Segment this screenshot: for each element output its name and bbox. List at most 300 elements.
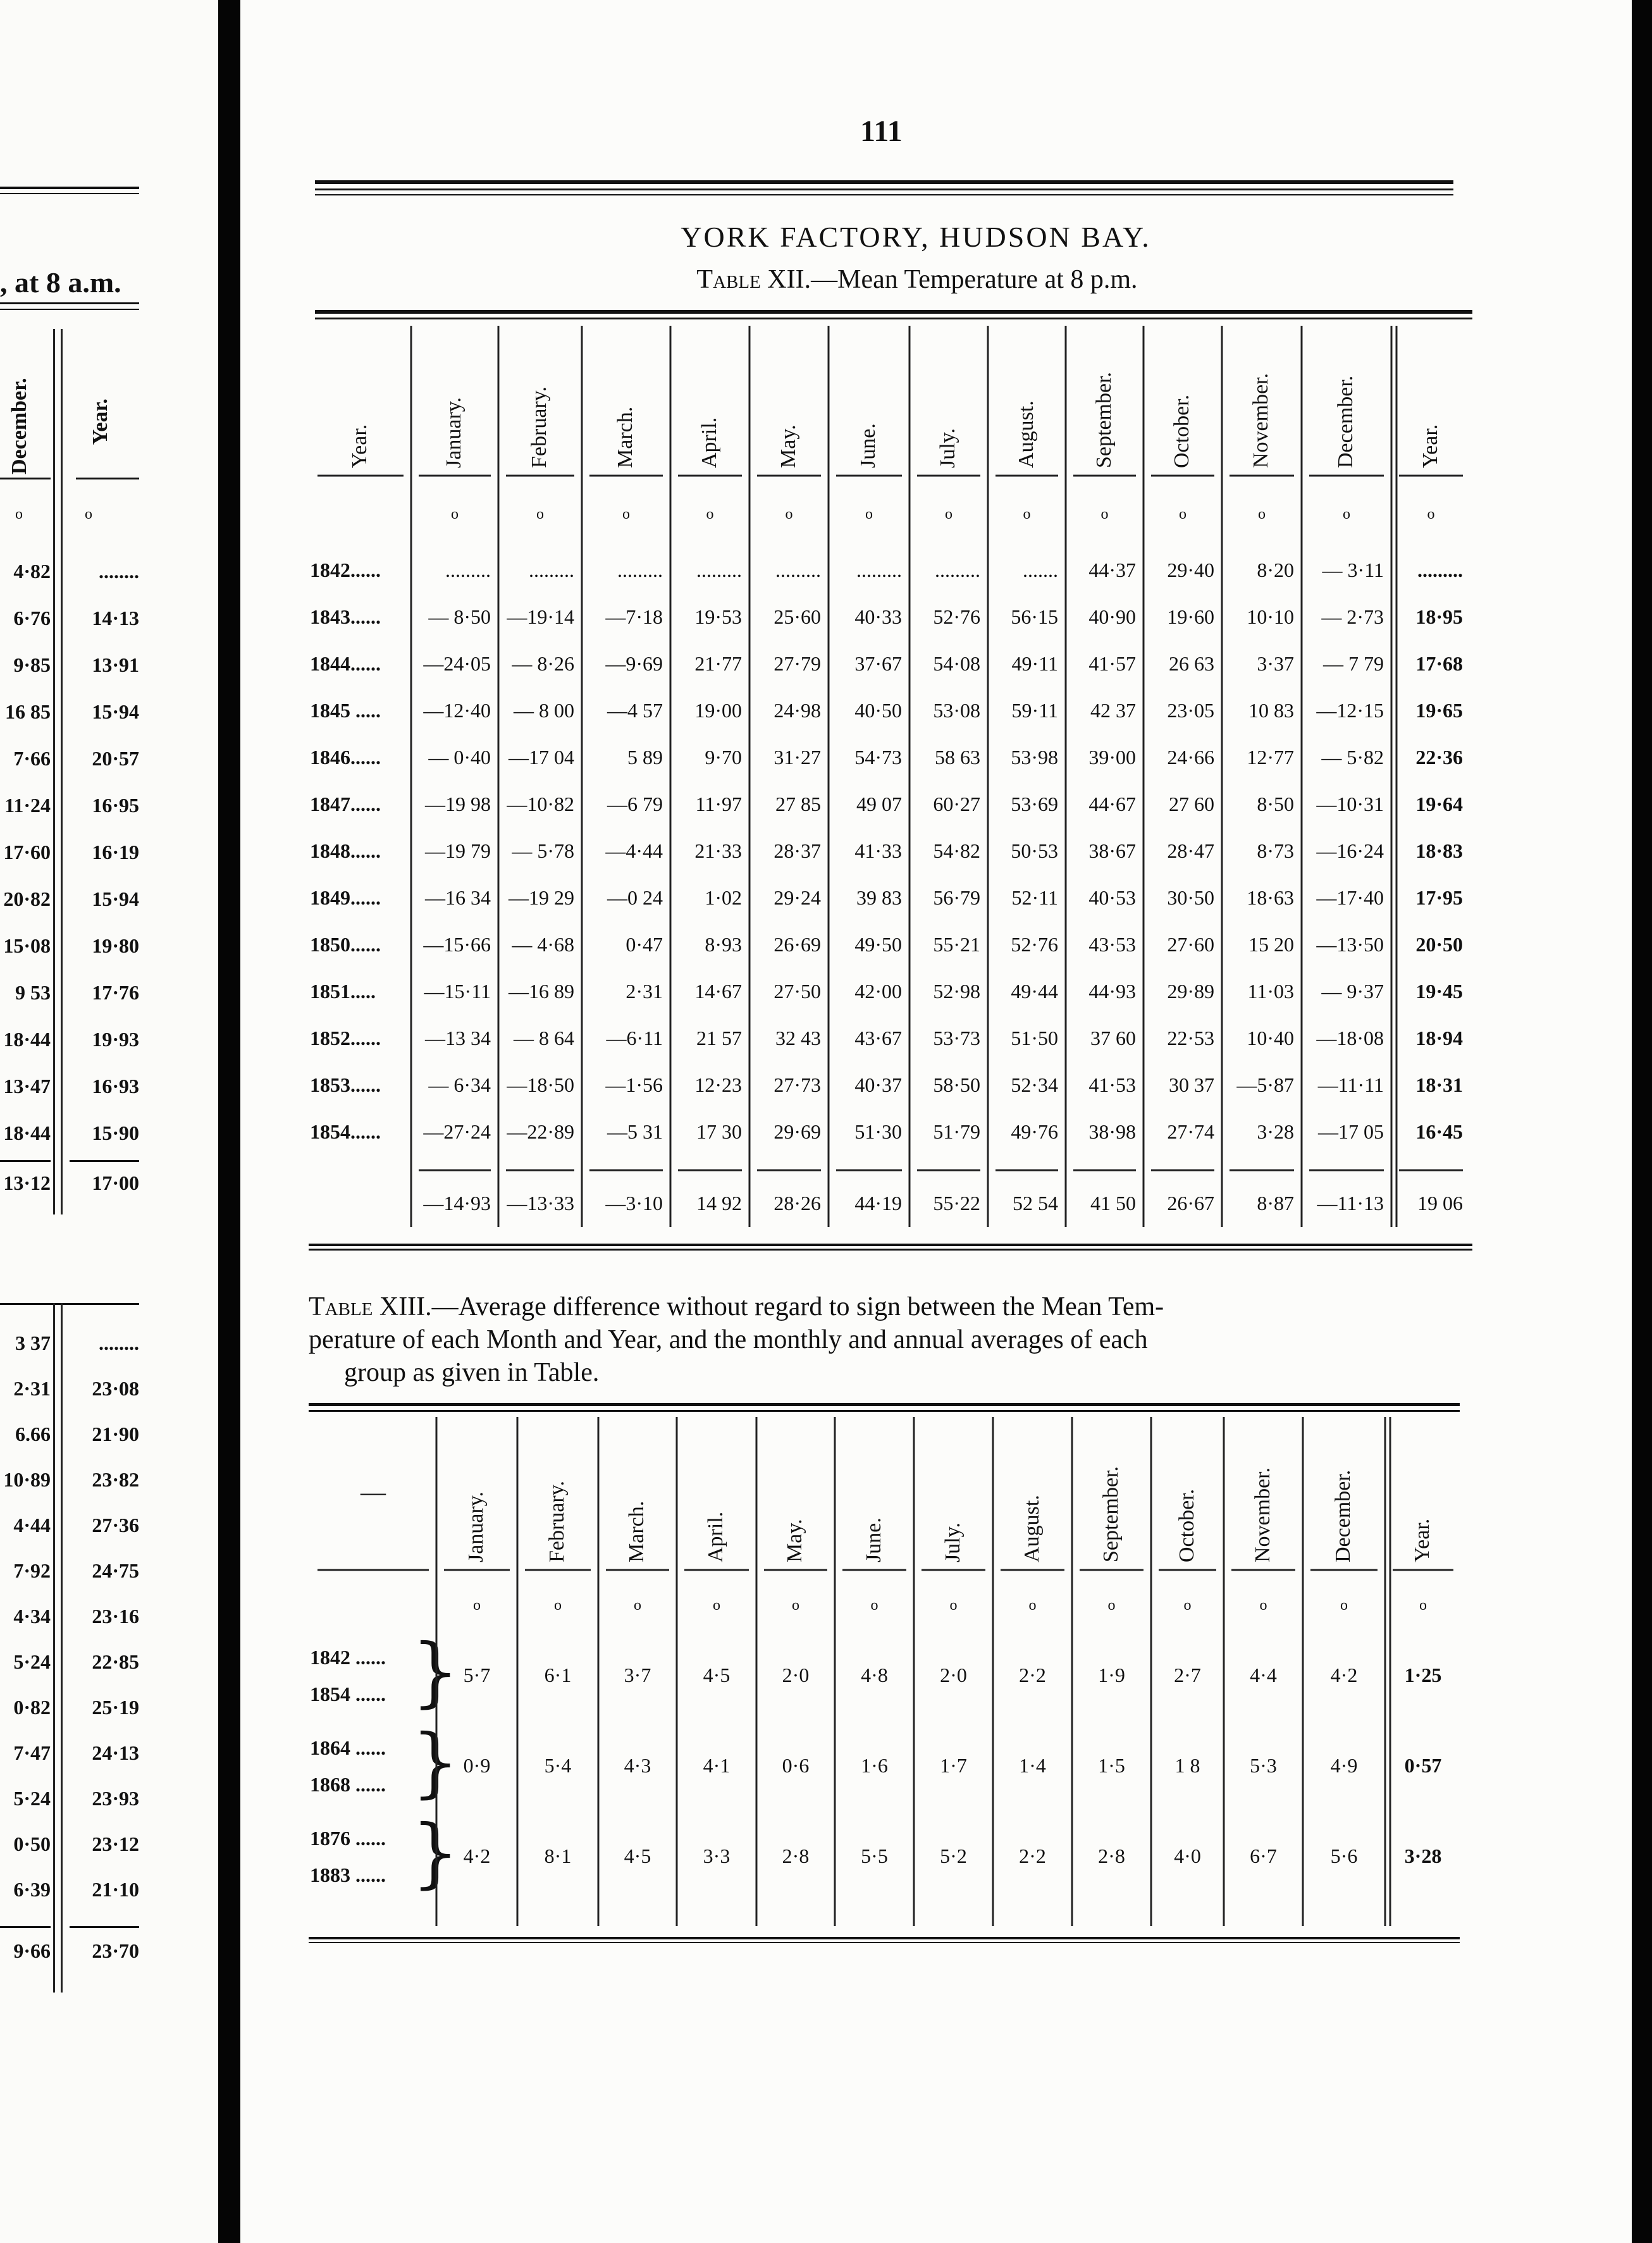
left-cell-year: 23·12 — [92, 1832, 139, 1855]
table13-from-year: 1876 ...... — [310, 1827, 386, 1850]
left-cell-december: 7·66 — [13, 747, 51, 770]
degree-mark: o — [1028, 1597, 1037, 1614]
table12-cell: 49 07 — [856, 793, 902, 815]
table13-cell: 6·1 — [544, 1664, 572, 1686]
table13-cell: 5·7 — [463, 1664, 491, 1686]
table12-cell: — 8·50 — [428, 605, 491, 628]
table13-cell: 0·9 — [463, 1754, 491, 1777]
table12-cell: 19·45 — [1415, 980, 1463, 1003]
table12-col-head: January. — [442, 397, 465, 468]
table12-cell: — 6·34 — [428, 1073, 491, 1096]
table12-cell: ....... — [1023, 559, 1058, 581]
table12-cell: —15·11 — [424, 980, 491, 1003]
table12-col-head: June. — [856, 423, 880, 468]
table12-cell: —18·08 — [1316, 1027, 1384, 1049]
left-cell-december: 6·39 — [13, 1878, 51, 1901]
left-cell-year: 19·80 — [92, 934, 139, 957]
table12-cell: 21·33 — [694, 839, 742, 862]
left-cell-year: 24·75 — [92, 1559, 139, 1582]
table12-cell: 39·00 — [1088, 746, 1136, 769]
table12-year-label: 1850...... — [310, 933, 381, 956]
table12-cell: 51·79 — [933, 1120, 980, 1143]
table12-year-label: 1851..... — [310, 980, 376, 1003]
table12-col-head: November. — [1249, 373, 1273, 468]
table13-cell: 1·5 — [1098, 1754, 1125, 1777]
table12-col-head: Year. — [348, 424, 371, 468]
table12-cell: —22·89 — [507, 1120, 574, 1143]
table12-cell: 18·95 — [1415, 605, 1463, 628]
table13-cell: 5·6 — [1330, 1844, 1358, 1867]
table12-cell: 40·37 — [854, 1073, 902, 1096]
table12-cell: —17 04 — [509, 746, 574, 769]
table12-cell: 1·02 — [705, 886, 742, 909]
table13-cell: 4·5 — [703, 1664, 730, 1686]
degree-mark: o — [1023, 506, 1031, 522]
table12-cell: —24·05 — [423, 652, 491, 675]
table12-cell: —18·50 — [507, 1073, 574, 1096]
table12-cell: 22·36 — [1415, 746, 1463, 769]
table12-cell: 27 60 — [1169, 793, 1214, 815]
table12-cell: ......... — [1417, 559, 1463, 581]
left-cell-year: 22·85 — [92, 1650, 139, 1673]
page-number: 111 — [860, 114, 903, 148]
table13-cell: 3·7 — [624, 1664, 651, 1686]
table12-cell: —11·11 — [1317, 1073, 1384, 1096]
left-cell-december: 2·31 — [13, 1377, 51, 1400]
table12-year-label: 1849...... — [310, 886, 381, 909]
table12-cell: —9·69 — [605, 652, 663, 675]
left-cell-december: 7·47 — [13, 1741, 51, 1764]
table13-cell: 1·25 — [1404, 1664, 1442, 1686]
left-cell-year: 21·10 — [92, 1878, 139, 1901]
table13-cell: 2·0 — [782, 1664, 810, 1686]
table12-cell: 27·74 — [1167, 1120, 1214, 1143]
table12-cell: 40·33 — [854, 605, 902, 628]
table12-cell: 52·76 — [933, 605, 980, 628]
left-total2-december: 9·66 — [13, 1939, 51, 1962]
table13-cell: 1·7 — [940, 1754, 967, 1777]
table13-cell: 4·2 — [1330, 1664, 1358, 1686]
left-col-head-december: December. — [8, 378, 31, 474]
table12-col-head: May. — [776, 424, 800, 468]
table13-col-head: December. — [1331, 1469, 1355, 1562]
left-cell-year: 21·90 — [92, 1423, 139, 1445]
table12-cell: — 3·11 — [1322, 559, 1384, 581]
table12-cell: 49·44 — [1011, 980, 1058, 1003]
table12-cell: ......... — [856, 559, 902, 581]
table12-cell: 30 37 — [1169, 1073, 1214, 1096]
table12-cell: 56·79 — [933, 886, 980, 909]
degree-mark: o — [1100, 506, 1109, 522]
table12-mean-cell: —3·10 — [605, 1192, 663, 1214]
table12-cell: 27·60 — [1167, 933, 1214, 956]
table12-year-label: 1848...... — [310, 839, 381, 862]
left-cell-december: 11·24 — [4, 794, 51, 817]
table12-cell: 40·50 — [854, 699, 902, 722]
table12-cell: 3·37 — [1257, 652, 1294, 675]
table12-year-label: 1847...... — [310, 793, 381, 815]
table12-col-head: July. — [936, 428, 959, 468]
table12-cell: 44·93 — [1088, 980, 1136, 1003]
degree-mark: o — [1343, 506, 1350, 522]
table13-cell: 8·1 — [544, 1844, 572, 1867]
left-cell-year: 13·91 — [92, 653, 139, 676]
table12-cell: ......... — [617, 559, 663, 581]
table12-cell: 18·83 — [1415, 839, 1463, 862]
table12-cell: 28·47 — [1167, 839, 1214, 862]
left-cell-year: 23·93 — [92, 1787, 139, 1810]
table12-cell: 17·68 — [1415, 652, 1463, 675]
table12-cell: 17·95 — [1415, 886, 1463, 909]
table12-caption-label: Table XII. — [696, 265, 811, 294]
table12-cell: — 2·73 — [1321, 605, 1384, 628]
table12-cell: 29·69 — [774, 1120, 821, 1143]
table12-cell: 41·57 — [1088, 652, 1136, 675]
table12-cell: 53·69 — [1011, 793, 1058, 815]
table12-cell: 18·94 — [1415, 1027, 1463, 1049]
table13-cell: 3·28 — [1404, 1844, 1442, 1867]
table12-year-label: 1852...... — [310, 1027, 381, 1049]
table12-cell: 42·00 — [854, 980, 902, 1003]
table12-cell: 38·98 — [1088, 1120, 1136, 1143]
table12-year-label: 1844...... — [310, 652, 381, 675]
table12-cell: —27·24 — [423, 1120, 491, 1143]
table12-cell: 41·33 — [854, 839, 902, 862]
table12-cell: 37·67 — [854, 652, 902, 675]
table12-cell: —15·66 — [423, 933, 491, 956]
left-cell-december: 4·82 — [13, 560, 51, 583]
left-cell-december: 10·89 — [3, 1468, 51, 1491]
table12-cell: — 8 64 — [514, 1027, 574, 1049]
table12-cell: 18·31 — [1415, 1073, 1463, 1096]
left-cell-december: 9·85 — [13, 653, 51, 676]
table12-cell: —10·82 — [507, 793, 574, 815]
left-cell-december: 9 53 — [15, 981, 51, 1004]
table12-cell: —7·18 — [605, 605, 663, 628]
table13-to-year: 1883 ...... — [310, 1863, 386, 1886]
degree-mark: o — [1179, 506, 1187, 522]
table12-cell: 23·05 — [1167, 699, 1214, 722]
left-cell-december: 16 85 — [5, 700, 51, 723]
table12-cell: 21 57 — [696, 1027, 742, 1049]
left-cell-year: 15·94 — [92, 887, 139, 910]
left-cell-december: 5·24 — [13, 1650, 51, 1673]
table12-cell: 11·03 — [1247, 980, 1294, 1003]
left-cell-year: 24·13 — [92, 1741, 139, 1764]
left-cell-december: 6.66 — [15, 1423, 51, 1445]
table12-cell: 14·67 — [694, 980, 742, 1003]
table13-cell: 2·8 — [1098, 1844, 1125, 1867]
table12-cell: 52·98 — [933, 980, 980, 1003]
left-cell-december: 0·82 — [13, 1696, 51, 1719]
table12-cell: —1·56 — [605, 1073, 663, 1096]
degree-mark: o — [785, 506, 793, 522]
table13-cell: 2·2 — [1019, 1664, 1046, 1686]
left-cell-december: 15·08 — [3, 934, 51, 957]
table12-cell: —4·44 — [605, 839, 663, 862]
table13-col-head: February. — [545, 1480, 569, 1562]
table13-dash: — — [361, 1478, 386, 1506]
brace: } — [411, 1809, 460, 1897]
table13-cell: 2·7 — [1174, 1664, 1201, 1686]
table12-cell: —13 34 — [425, 1027, 491, 1049]
table13-cell: 1·9 — [1098, 1664, 1125, 1686]
table12-cell: 54·08 — [933, 652, 980, 675]
table12-cell: —6 79 — [607, 793, 663, 815]
table12-cell: 21·77 — [694, 652, 742, 675]
degree-mark: o — [713, 1597, 720, 1614]
table12-cell: 53·73 — [933, 1027, 980, 1049]
table12-cell: 53·08 — [933, 699, 980, 722]
table12-cell: 43·53 — [1088, 933, 1136, 956]
table12-cell: 53·98 — [1011, 746, 1058, 769]
table12-cell: 27·50 — [774, 980, 821, 1003]
table13-to-year: 1854 ...... — [310, 1683, 386, 1705]
left-cell-year: 16·19 — [92, 841, 139, 863]
degree-mark: o — [15, 506, 23, 522]
table12-mean-cell: 52 54 — [1013, 1192, 1058, 1214]
brace: } — [411, 1719, 460, 1807]
table12-cell: 49·11 — [1011, 652, 1058, 675]
degree-mark: o — [85, 506, 92, 522]
table12-cell: ......... — [775, 559, 821, 581]
left-cell-december: 4·44 — [13, 1514, 51, 1536]
table12-cell: 40·53 — [1088, 886, 1136, 909]
table12-mean-cell: 19 06 — [1417, 1192, 1463, 1214]
table12-cell: 54·73 — [854, 746, 902, 769]
left-cell-december: 20·82 — [3, 887, 51, 910]
table12-cell: 51·50 — [1011, 1027, 1058, 1049]
table12-cell: —17·40 — [1316, 886, 1384, 909]
table12-cell: 55·21 — [933, 933, 980, 956]
table12-cell: 16·45 — [1415, 1120, 1463, 1143]
table12-cell: 44·67 — [1088, 793, 1136, 815]
table12-cell: 11·97 — [695, 793, 742, 815]
table12-year-label: 1846...... — [310, 746, 381, 769]
table12-cell: 49·76 — [1011, 1120, 1058, 1143]
table12-cell: 58 63 — [935, 746, 980, 769]
table12-cell: 8·50 — [1257, 793, 1294, 815]
table13-cell: 1·6 — [861, 1754, 888, 1777]
left-cell-year: ........ — [99, 1332, 139, 1354]
left-cell-december: 17·60 — [3, 841, 51, 863]
table12-cell: 12·77 — [1247, 746, 1294, 769]
table12-cell: 24·98 — [774, 699, 821, 722]
degree-mark: o — [473, 1597, 481, 1614]
table12-col-head: August. — [1014, 400, 1038, 468]
table13-cell: 4·3 — [624, 1754, 651, 1777]
degree-mark: o — [945, 506, 952, 522]
table12-cell: — 5·82 — [1321, 746, 1384, 769]
table12-cell: 10·10 — [1247, 605, 1294, 628]
table13-col-head: October. — [1174, 1488, 1199, 1562]
table13-cell: 5·3 — [1250, 1754, 1277, 1777]
degree-mark: o — [1183, 1597, 1192, 1614]
table12-mean-cell: 26·67 — [1167, 1192, 1214, 1214]
table12-cell: ......... — [445, 559, 491, 581]
table12-mean-cell: —13·33 — [507, 1192, 574, 1214]
table13-cell: 4·4 — [1250, 1664, 1277, 1686]
table12-col-head: March. — [613, 406, 637, 468]
table12-cell: 19·00 — [694, 699, 742, 722]
table12-cell: 15 20 — [1248, 933, 1294, 956]
table12-cell: 22·53 — [1167, 1027, 1214, 1049]
left-header-fragment: , at 8 a.m. — [0, 266, 121, 299]
table12-cell: —5 31 — [607, 1120, 663, 1143]
table12-cell: — 8·26 — [512, 652, 574, 675]
left-cell-year: 27·36 — [92, 1514, 139, 1536]
table12-cell: 9·70 — [705, 746, 742, 769]
degree-mark: o — [1259, 1597, 1267, 1614]
left-cell-year: 23·16 — [92, 1605, 139, 1628]
table12-cell: — 4·68 — [512, 933, 574, 956]
table12-cell: —12·15 — [1316, 699, 1384, 722]
left-cell-year: 23·82 — [92, 1468, 139, 1491]
left-cell-december: 18·44 — [3, 1028, 51, 1051]
table12-cell: 19·53 — [694, 605, 742, 628]
table13-cell: 2·2 — [1019, 1844, 1046, 1867]
brace: } — [411, 1628, 460, 1716]
table12-cell: 50·53 — [1011, 839, 1058, 862]
table12-cell: 29·40 — [1167, 559, 1214, 581]
left-cell-december: 7·92 — [13, 1559, 51, 1582]
table12-cell: 5 89 — [627, 746, 663, 769]
degree-mark: o — [1107, 1597, 1116, 1614]
table12-cell: — 0·40 — [428, 746, 491, 769]
table12-cell: —10·31 — [1316, 793, 1384, 815]
table12-col-head: April. — [697, 417, 721, 468]
table13-cell: 2·0 — [940, 1664, 967, 1686]
table12-mean-cell: 41 50 — [1090, 1192, 1136, 1214]
table13-to-year: 1868 ...... — [310, 1773, 386, 1796]
table12-cell: 20·50 — [1415, 933, 1463, 956]
table13-caption-line3: group as given in Table. — [344, 1358, 600, 1387]
table12-mean-cell: 8·87 — [1257, 1192, 1294, 1214]
table13-cell: 4·5 — [624, 1844, 651, 1867]
table12-cell: 24·66 — [1167, 746, 1214, 769]
table12-mean-cell: 44·19 — [854, 1192, 902, 1214]
table12-cell: 10·40 — [1247, 1027, 1294, 1049]
table12-cell: 8·20 — [1257, 559, 1294, 581]
left-total-december: 13·12 — [3, 1171, 51, 1194]
left-cell-year: 15·94 — [92, 700, 139, 723]
table13-col-head: June. — [861, 1517, 885, 1562]
table12-year-label: 1853...... — [310, 1073, 381, 1096]
table13-cell: 4·8 — [861, 1664, 888, 1686]
left-total2-year: 23·70 — [92, 1939, 139, 1962]
table12-cell: 27·73 — [774, 1073, 821, 1096]
table12-cell: 42 37 — [1090, 699, 1136, 722]
table13-cell: 5·4 — [544, 1754, 572, 1777]
degree-mark: o — [634, 1597, 641, 1614]
table12-cell: —17 05 — [1318, 1120, 1384, 1143]
table12-cell: 25·60 — [774, 605, 821, 628]
left-cell-year: 15·90 — [92, 1122, 139, 1144]
left-cell-december: 18·44 — [3, 1122, 51, 1144]
table13-col-head: January. — [464, 1491, 488, 1562]
table13-caption-label: Table XIII. — [309, 1292, 432, 1321]
table12-cell: ......... — [935, 559, 980, 581]
table12-year-label: 1854...... — [310, 1120, 381, 1143]
table13-from-year: 1864 ...... — [310, 1736, 386, 1759]
degree-mark: o — [554, 1597, 562, 1614]
table12-cell: 29·89 — [1167, 980, 1214, 1003]
table12-cell: 19·60 — [1167, 605, 1214, 628]
table12-year-label: 1843...... — [310, 605, 381, 628]
table12-col-head: February. — [527, 386, 551, 468]
table12-cell: 8·93 — [705, 933, 742, 956]
table13-cell: 4·9 — [1330, 1754, 1358, 1777]
table12-cell: —19 98 — [425, 793, 491, 815]
table13-cell: 4·0 — [1174, 1844, 1201, 1867]
table12-cell: 49·50 — [854, 933, 902, 956]
table12-cell: —4 57 — [607, 699, 663, 722]
left-cell-december: 5·24 — [13, 1787, 51, 1810]
table12-title: YORK FACTORY, HUDSON BAY. — [681, 221, 1151, 253]
table13-cell: 1 8 — [1174, 1754, 1200, 1777]
left-cell-december: 3 37 — [15, 1332, 51, 1354]
table12-cell: 54·82 — [933, 839, 980, 862]
degree-mark: o — [622, 506, 630, 522]
left-cell-year: 20·57 — [92, 747, 139, 770]
degree-mark: o — [706, 506, 714, 522]
table13-cell: 2·8 — [782, 1844, 810, 1867]
table13-col-head: September. — [1099, 1466, 1123, 1562]
table12-cell: 41·53 — [1088, 1073, 1136, 1096]
table12-cell: —19 29 — [509, 886, 574, 909]
table12-cell: 52·34 — [1011, 1073, 1058, 1096]
table12-col-head: December. — [1334, 375, 1357, 468]
table12-cell: 28·37 — [774, 839, 821, 862]
table13-cell: 4·2 — [463, 1844, 491, 1867]
left-cell-december: 0·50 — [13, 1832, 51, 1855]
table12-cell: 38·67 — [1088, 839, 1136, 862]
table12-cell: —5·87 — [1236, 1073, 1294, 1096]
table13-col-head: July. — [940, 1523, 965, 1562]
table13-cell: 5·2 — [940, 1844, 967, 1867]
table12-cell: 58·50 — [933, 1073, 980, 1096]
table12-cell: —19 79 — [425, 839, 491, 862]
table12-cell: 18·63 — [1247, 886, 1294, 909]
table13-cell: 5·5 — [861, 1844, 888, 1867]
table13-cell: 6·7 — [1250, 1844, 1277, 1867]
table12-cell: —13·50 — [1316, 933, 1384, 956]
table12-year-label: 1842...... — [310, 559, 381, 581]
table12-cell: 40·90 — [1088, 605, 1136, 628]
table13-col-head: Year. — [1410, 1518, 1434, 1562]
table12-cell: — 8 00 — [514, 699, 574, 722]
table12-cell: 27 85 — [775, 793, 821, 815]
left-cell-year: 25·19 — [92, 1696, 139, 1719]
table12-col-head: Year. — [1418, 424, 1442, 468]
table12-cell: —16·24 — [1316, 839, 1384, 862]
table12-cell: — 7 79 — [1323, 652, 1384, 675]
table12-cell: 31·27 — [774, 746, 821, 769]
table12-cell: ......... — [529, 559, 574, 581]
table12-year-label: 1845 ..... — [310, 699, 381, 722]
table12-cell: 60·27 — [933, 793, 980, 815]
table13-caption-line1: —Average difference without regard to sign between the Mean Tem- — [431, 1292, 1164, 1321]
table12-cell: 52·76 — [1011, 933, 1058, 956]
left-cell-year: 14·13 — [92, 607, 139, 629]
table13-col-head: May. — [783, 1519, 806, 1562]
left-cell-year: 17·76 — [92, 981, 139, 1004]
table12-cell: — 9·37 — [1321, 980, 1384, 1003]
table12-cell: 39 83 — [856, 886, 902, 909]
table12-cell: ......... — [696, 559, 742, 581]
table12-cell: —19·14 — [507, 605, 574, 628]
degree-mark: o — [865, 506, 873, 522]
